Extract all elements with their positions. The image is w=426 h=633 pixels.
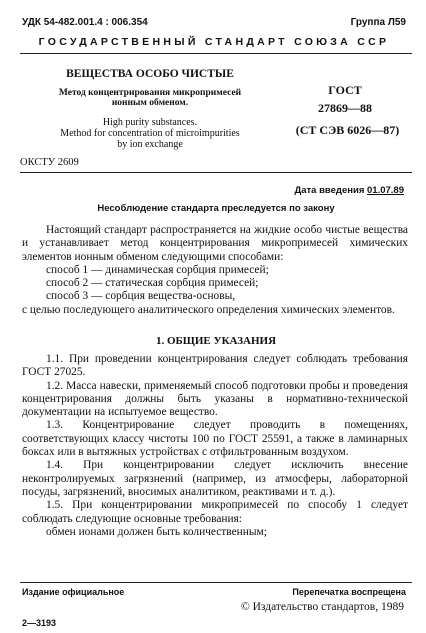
- clause-1-5-item: обмен ионами должен быть количественным;: [46, 525, 267, 538]
- publisher-copyright: © Издательство стандартов, 1989: [240, 601, 404, 613]
- okstu-code: ОКСТУ 2609: [20, 157, 79, 168]
- reprint-notice: Перепечатка воспрещена: [292, 587, 406, 597]
- intro-paragraph: Настоящий стандарт распространяется на жидкие особо чистые вещества и устанавливает метод концентрирования микропримесей химических элементов ионным обменом следующими способами:: [22, 224, 408, 263]
- clause-1-3: 1.3. Концентрирование следует проводить в помещениях, соответствующих классу чистоты 100 по ГОСТ 25591, а также в ламинарных боксах или в вытяжных устройствах с отфильтрованным воздухом.: [22, 419, 408, 459]
- introduction-date-label: Дата введения: [294, 185, 365, 196]
- method-item-1: способ 1 — динамическая сорбция примесей;: [46, 263, 269, 276]
- legal-notice: Несоблюдение стандарта преследуется по закону: [97, 203, 335, 214]
- document-title: ВЕЩЕСТВА ОСОБО ЧИСТЫЕ: [66, 68, 234, 80]
- official-edition: Издание официальное: [22, 587, 125, 597]
- method-item-2: способ 2 — статическая сорбция примесей;: [46, 277, 259, 290]
- print-code: 2—3193: [22, 618, 57, 628]
- english-title-line2: Method for concentration of microimpurities: [60, 128, 240, 139]
- header-rule: [20, 53, 412, 54]
- intro-closing: с целью последующего аналитического определения химических элементов.: [22, 303, 395, 316]
- title-rule: [20, 172, 412, 173]
- st-sev-number: (СТ СЭВ 6026—87): [295, 123, 400, 137]
- gost-number: 27869—88: [318, 101, 372, 115]
- clause-1-5: 1.5. При концентрировании микропримесей по способу 1 следует соблюдать следующие основные требования:: [22, 499, 408, 525]
- introduction-date-value: 01.07.89: [367, 185, 404, 196]
- english-title-line1: High purity substances.: [102, 117, 198, 128]
- clause-1-4: 1.4. При концентрировании следует исключить внесение неконтролируемых загрязнений (например, из атмосферы, лабораторной посуды, загрязнений, вносимых аналитиком, реактивами и т. д.).: [22, 459, 408, 498]
- introduction-date: [294, 185, 404, 196]
- footer-rule: [20, 582, 412, 583]
- group-code: Группа Л59: [350, 17, 406, 28]
- clause-1-2: 1.2. Масса навески, применяемый способ подготовки пробы и проведения концентрирования должны быть указаны в нормативно-технической документации на испытуемое вещество.: [22, 379, 408, 419]
- standard-title: ГОСУДАРСТВЕННЫЙ СТАНДАРТ СОЮЗА ССР: [38, 36, 390, 48]
- english-title-line3: by ion exchange: [117, 139, 183, 150]
- method-item-3: способ 3 — сорбция вещества-основы,: [46, 290, 236, 303]
- clause-1-1: 1.1. При проведении концентрирования следует соблюдать требования ГОСТ 27025.: [22, 353, 408, 379]
- document-subtitle-line2: ионным обменом.: [111, 98, 189, 108]
- document-subtitle-line1: Метод концентрирования микропримесей: [58, 88, 242, 98]
- udk-code: УДК 54-482.001.4 : 006.354: [22, 17, 148, 28]
- section-body: [22, 353, 408, 539]
- section-heading: 1. ОБЩИЕ УКАЗАНИЯ: [155, 335, 277, 347]
- intro-text: [22, 224, 408, 317]
- gost-label: ГОСТ: [328, 83, 362, 97]
